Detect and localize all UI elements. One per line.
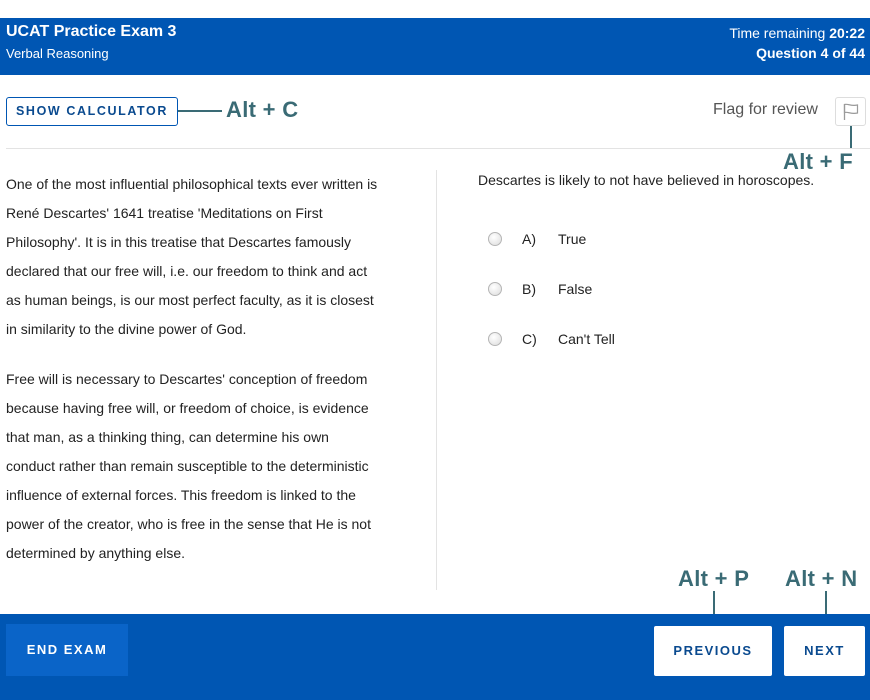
- question-counter-current: 4: [820, 45, 829, 61]
- previous-button[interactable]: PREVIOUS: [654, 626, 772, 676]
- calculator-callout-line: [178, 110, 222, 112]
- question-counter-total: 44: [849, 45, 865, 61]
- passage-line: One of the most influential philosophical texts ever written is: [6, 176, 378, 192]
- passage-paragraph: [6, 365, 416, 568]
- question-counter-label: Question: [756, 45, 817, 61]
- passage-line: conduct rather than remain susceptible to the deterministic: [6, 458, 369, 474]
- end-exam-button[interactable]: END EXAM: [6, 624, 128, 676]
- reading-passage: [6, 170, 416, 589]
- option-letter: B): [522, 281, 536, 297]
- previous-shortcut-label: Alt + P: [678, 566, 750, 591]
- exam-section: Verbal Reasoning: [6, 46, 109, 61]
- flag-for-review-button[interactable]: [835, 97, 866, 126]
- calculator-shortcut-label: Alt + C: [226, 97, 299, 122]
- passage-line: as human beings, is our most perfect faculty, as it is closest: [6, 292, 374, 308]
- question-counter-of: of: [832, 45, 846, 61]
- flag-shortcut-label: Alt + F: [783, 149, 853, 174]
- passage-line: Free will is necessary to Descartes' conception of freedom: [6, 371, 368, 387]
- flag-callout-line: [850, 126, 852, 148]
- show-calculator-button[interactable]: SHOW CALCULATOR: [6, 97, 178, 126]
- passage-paragraph: [6, 170, 416, 344]
- exam-title: UCAT Practice Exam 3: [6, 23, 177, 40]
- passage-line: because having free will, or freedom of choice, is evidence: [6, 400, 369, 416]
- radio-button[interactable]: [488, 232, 502, 246]
- option-text: True: [558, 231, 587, 247]
- option-letter: A): [522, 231, 536, 247]
- passage-line: determined by anything else.: [6, 545, 185, 561]
- passage-line: in similarity to the divine power of God.: [6, 321, 247, 337]
- radio-button[interactable]: [488, 332, 502, 346]
- exam-status: [729, 23, 865, 63]
- time-remaining-label: Time remaining: [729, 25, 826, 41]
- flag-for-review-label: Flag for review: [713, 101, 818, 118]
- passage-line: declared that our free will, i.e. our freedom to think and act: [6, 263, 368, 279]
- time-remaining: [729, 23, 865, 43]
- passage-line: influence of external forces. This freedom is linked to the: [6, 487, 356, 503]
- passage-line: Philosophy'. It is in this treatise that Descartes famously: [6, 234, 352, 250]
- passage-line: that man, as a thinking thing, can determine his own: [6, 429, 329, 445]
- flag-outline-icon: [843, 103, 859, 121]
- next-shortcut-label: Alt + N: [785, 566, 858, 591]
- toolbar-divider: [6, 148, 870, 149]
- passage-line: René Descartes' 1641 treatise 'Meditations on First: [6, 205, 323, 221]
- time-remaining-value: 20:22: [829, 25, 865, 41]
- radio-button[interactable]: [488, 282, 502, 296]
- option-text: Can't Tell: [558, 331, 615, 347]
- question-counter: [729, 43, 865, 63]
- option-letter: C): [522, 331, 537, 347]
- question-text: Descartes is likely to not have believed in horoscopes.: [478, 172, 815, 188]
- option-text: False: [558, 281, 593, 297]
- column-divider: [436, 170, 437, 590]
- passage-line: power of the creator, who is free in the sense that He is not: [6, 516, 371, 532]
- exam-header: [0, 18, 870, 75]
- next-button[interactable]: NEXT: [784, 626, 865, 676]
